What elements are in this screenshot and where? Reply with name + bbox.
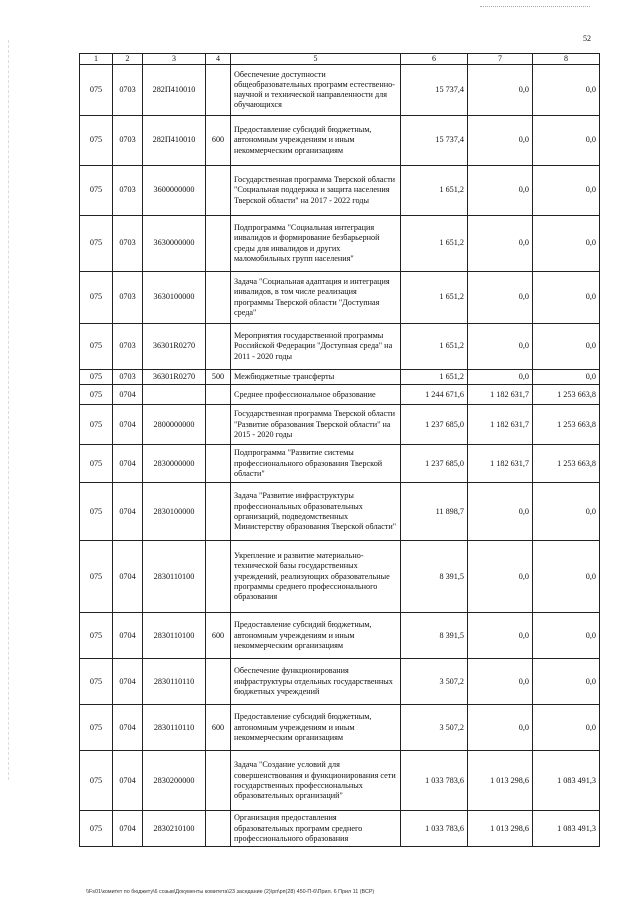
scan-mark-left xyxy=(8,40,10,780)
amount-cell: 0,0 xyxy=(468,272,533,324)
table-row xyxy=(80,541,600,613)
header-row xyxy=(80,54,600,65)
table-row xyxy=(80,445,600,483)
code-cell: 075 xyxy=(80,116,113,166)
section-cell: 0704 xyxy=(113,385,143,405)
code-cell: 075 xyxy=(80,705,113,751)
description-cell: Мероприятия государственной программы Российской Федерации "Доступная среда" на 2011 - 2020 годы xyxy=(231,324,401,370)
description-cell: Предоставление субсидий бюджетным, автономным учреждениям и иным некоммерческим организациям xyxy=(231,705,401,751)
code-cell: 075 xyxy=(80,541,113,613)
amount-cell: 0,0 xyxy=(533,483,600,541)
column-header: 5 xyxy=(231,54,401,65)
amount-cell: 0,0 xyxy=(533,65,600,116)
amount-cell: 1 182 631,7 xyxy=(468,445,533,483)
expense-type-cell xyxy=(206,541,231,613)
amount-cell: 1 013 298,6 xyxy=(468,751,533,811)
code-cell: 075 xyxy=(80,324,113,370)
target-article-cell: 2830100000 xyxy=(143,483,206,541)
amount-cell: 1 083 491,3 xyxy=(533,751,600,811)
amount-cell: 0,0 xyxy=(468,705,533,751)
file-path-footer: \\Fs01\комитет по бюджету\6 созыв\Документы комитета\23 заседание (2)\рп\рп(28) 450-П-6\Прил. 6 Прил 11 (ВСР) xyxy=(86,889,375,895)
section-cell: 0704 xyxy=(113,811,143,847)
table-row xyxy=(80,166,600,216)
amount-cell: 0,0 xyxy=(533,216,600,272)
amount-cell: 1 182 631,7 xyxy=(468,385,533,405)
column-header: 3 xyxy=(143,54,206,65)
table-row xyxy=(80,751,600,811)
expense-type-cell xyxy=(206,65,231,116)
amount-cell: 0,0 xyxy=(533,166,600,216)
target-article-cell: 2830110100 xyxy=(143,541,206,613)
column-header: 2 xyxy=(113,54,143,65)
table-row xyxy=(80,272,600,324)
section-cell: 0704 xyxy=(113,751,143,811)
target-article-cell: 36301R0270 xyxy=(143,370,206,385)
amount-cell: 0,0 xyxy=(533,370,600,385)
amount-cell: 1 083 491,3 xyxy=(533,811,600,847)
amount-cell: 0,0 xyxy=(533,116,600,166)
amount-cell: 1 033 783,6 xyxy=(401,811,468,847)
code-cell: 075 xyxy=(80,405,113,445)
section-cell: 0704 xyxy=(113,445,143,483)
amount-cell: 0,0 xyxy=(468,65,533,116)
amount-cell: 1 651,2 xyxy=(401,216,468,272)
amount-cell: 0,0 xyxy=(468,324,533,370)
amount-cell: 0,0 xyxy=(468,483,533,541)
amount-cell: 1 651,2 xyxy=(401,370,468,385)
section-cell: 0704 xyxy=(113,705,143,751)
expense-type-cell xyxy=(206,272,231,324)
amount-cell: 1 182 631,7 xyxy=(468,405,533,445)
section-cell: 0703 xyxy=(113,324,143,370)
amount-cell: 8 391,5 xyxy=(401,613,468,659)
column-header: 1 xyxy=(80,54,113,65)
description-cell: Задача "Создание условий для совершенствования и функционирования сети государственных профессиональных образовательных организаций" xyxy=(231,751,401,811)
expense-type-cell xyxy=(206,659,231,705)
expense-type-cell xyxy=(206,216,231,272)
section-cell: 0703 xyxy=(113,116,143,166)
target-article-cell: 282П410010 xyxy=(143,65,206,116)
amount-cell: 0,0 xyxy=(533,324,600,370)
amount-cell: 3 507,2 xyxy=(401,659,468,705)
code-cell: 075 xyxy=(80,811,113,847)
amount-cell: 0,0 xyxy=(533,272,600,324)
section-cell: 0704 xyxy=(113,613,143,659)
amount-cell: 1 237 685,0 xyxy=(401,405,468,445)
table-row xyxy=(80,370,600,385)
expense-type-cell: 600 xyxy=(206,613,231,659)
column-header: 7 xyxy=(468,54,533,65)
amount-cell: 1 253 663,8 xyxy=(533,385,600,405)
column-header: 6 xyxy=(401,54,468,65)
amount-cell: 1 237 685,0 xyxy=(401,445,468,483)
column-header: 4 xyxy=(206,54,231,65)
target-article-cell: 3630000000 xyxy=(143,216,206,272)
code-cell: 075 xyxy=(80,166,113,216)
expense-type-cell xyxy=(206,385,231,405)
table-row xyxy=(80,613,600,659)
amount-cell: 0,0 xyxy=(468,116,533,166)
amount-cell: 0,0 xyxy=(533,613,600,659)
amount-cell: 0,0 xyxy=(468,370,533,385)
target-article-cell: 2830000000 xyxy=(143,445,206,483)
table-row xyxy=(80,385,600,405)
description-cell: Укрепление и развитие материально-технической базы государственных учреждений, реализующих образовательные программы среднего профессионального образования xyxy=(231,541,401,613)
expense-type-cell xyxy=(206,166,231,216)
table-row xyxy=(80,216,600,272)
description-cell: Подпрограмма "Социальная интеграция инвалидов и формирование безбарьерной среды для инвалидов и других маломобильных групп населения" xyxy=(231,216,401,272)
description-cell: Задача "Социальная адаптация и интеграция инвалидов, в том числе реализация программы Тверской области "Доступная среда" xyxy=(231,272,401,324)
target-article-cell: 2830110110 xyxy=(143,659,206,705)
table-row xyxy=(80,405,600,445)
section-cell: 0703 xyxy=(113,272,143,324)
description-cell: Государственная программа Тверской области "Развитие образования Тверской области" на 2015 - 2020 годы xyxy=(231,405,401,445)
section-cell: 0703 xyxy=(113,370,143,385)
section-cell: 0704 xyxy=(113,405,143,445)
amount-cell: 1 651,2 xyxy=(401,166,468,216)
description-cell: Государственная программа Тверской области "Социальная поддержка и защита населения Тверской области" на 2017 - 2022 годы xyxy=(231,166,401,216)
section-cell: 0704 xyxy=(113,483,143,541)
description-cell: Предоставление субсидий бюджетным, автономным учреждениям и иным некоммерческим организациям xyxy=(231,116,401,166)
amount-cell: 0,0 xyxy=(468,541,533,613)
amount-cell: 0,0 xyxy=(468,659,533,705)
amount-cell: 1 033 783,6 xyxy=(401,751,468,811)
amount-cell: 1 651,2 xyxy=(401,324,468,370)
amount-cell: 0,0 xyxy=(468,613,533,659)
amount-cell: 0,0 xyxy=(533,541,600,613)
table-row xyxy=(80,324,600,370)
amount-cell: 15 737,4 xyxy=(401,65,468,116)
amount-cell: 11 898,7 xyxy=(401,483,468,541)
table-row xyxy=(80,483,600,541)
code-cell: 075 xyxy=(80,659,113,705)
expense-type-cell xyxy=(206,445,231,483)
target-article-cell: 282П410010 xyxy=(143,116,206,166)
expense-type-cell xyxy=(206,405,231,445)
expense-type-cell: 600 xyxy=(206,116,231,166)
expense-type-cell xyxy=(206,324,231,370)
description-cell: Предоставление субсидий бюджетным, автономным учреждениям и иным некоммерческим организациям xyxy=(231,613,401,659)
target-article-cell: 3600000000 xyxy=(143,166,206,216)
amount-cell: 0,0 xyxy=(468,166,533,216)
amount-cell: 3 507,2 xyxy=(401,705,468,751)
description-cell: Подпрограмма "Развитие системы профессионального образования Тверской области" xyxy=(231,445,401,483)
target-article-cell: 36301R0270 xyxy=(143,324,206,370)
target-article-cell: 2830110110 xyxy=(143,705,206,751)
amount-cell: 1 013 298,6 xyxy=(468,811,533,847)
column-header: 8 xyxy=(533,54,600,65)
table-row xyxy=(80,65,600,116)
expense-type-cell xyxy=(206,811,231,847)
target-article-cell: 2830210100 xyxy=(143,811,206,847)
description-cell: Межбюджетные трансферты xyxy=(231,370,401,385)
description-cell: Среднее профессиональное образование xyxy=(231,385,401,405)
section-cell: 0704 xyxy=(113,541,143,613)
amount-cell: 1 651,2 xyxy=(401,272,468,324)
code-cell: 075 xyxy=(80,370,113,385)
code-cell: 075 xyxy=(80,445,113,483)
target-article-cell: 2830200000 xyxy=(143,751,206,811)
description-cell: Обеспечение доступности общеобразовательных программ естественно-научной и технической направленности для обучающихся xyxy=(231,65,401,116)
amount-cell: 1 253 663,8 xyxy=(533,405,600,445)
target-article-cell: 3630100000 xyxy=(143,272,206,324)
target-article-cell xyxy=(143,385,206,405)
section-cell: 0703 xyxy=(113,166,143,216)
code-cell: 075 xyxy=(80,272,113,324)
code-cell: 075 xyxy=(80,751,113,811)
amount-cell: 0,0 xyxy=(533,659,600,705)
section-cell: 0703 xyxy=(113,65,143,116)
amount-cell: 15 737,4 xyxy=(401,116,468,166)
code-cell: 075 xyxy=(80,483,113,541)
description-cell: Организация предоставления образовательных программ среднего профессионального образования xyxy=(231,811,401,847)
scan-mark-top xyxy=(480,6,590,8)
amount-cell: 0,0 xyxy=(533,705,600,751)
amount-cell: 0,0 xyxy=(468,216,533,272)
table-row xyxy=(80,811,600,847)
target-article-cell: 2830110100 xyxy=(143,613,206,659)
expense-type-cell xyxy=(206,751,231,811)
section-cell: 0703 xyxy=(113,216,143,272)
code-cell: 075 xyxy=(80,385,113,405)
code-cell: 075 xyxy=(80,613,113,659)
expense-type-cell: 600 xyxy=(206,705,231,751)
code-cell: 075 xyxy=(80,216,113,272)
description-cell: Обеспечение функционирования инфраструктуры отдельных государственных бюджетных учреждений xyxy=(231,659,401,705)
table-row xyxy=(80,705,600,751)
amount-cell: 1 244 671,6 xyxy=(401,385,468,405)
table-row xyxy=(80,659,600,705)
target-article-cell: 2800000000 xyxy=(143,405,206,445)
description-cell: Задача "Развитие инфраструктуры профессиональных образовательных организаций, подведомственных Министерству образования Тверской области" xyxy=(231,483,401,541)
amount-cell: 8 391,5 xyxy=(401,541,468,613)
code-cell: 075 xyxy=(80,65,113,116)
expense-type-cell: 500 xyxy=(206,370,231,385)
section-cell: 0704 xyxy=(113,659,143,705)
page-number: 52 xyxy=(583,34,591,43)
amount-cell: 1 253 663,8 xyxy=(533,445,600,483)
expense-type-cell xyxy=(206,483,231,541)
table-row xyxy=(80,116,600,166)
budget-table xyxy=(79,53,600,847)
